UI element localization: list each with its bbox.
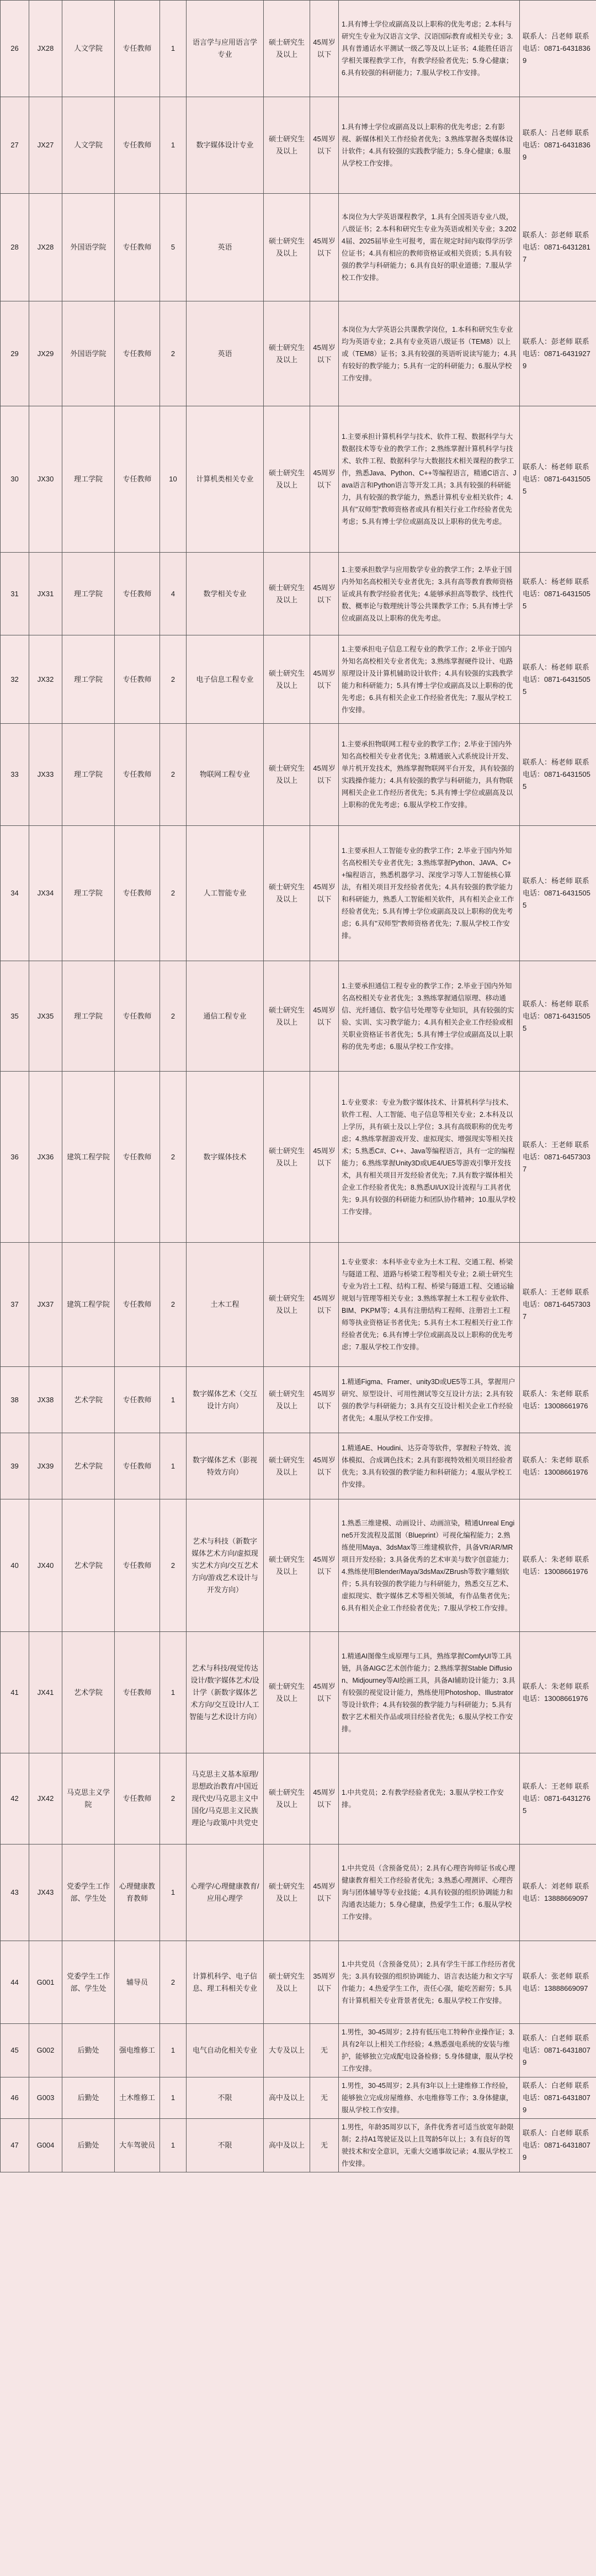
cell-category: 专任教师 — [115, 1499, 160, 1632]
cell-contact: 联系人：朱老师 联系电话：13008661976 — [520, 1632, 596, 1753]
cell-code: JX37 — [29, 1243, 62, 1367]
cell-age: 45周岁以下 — [310, 1243, 339, 1367]
cell-age: 45周岁以下 — [310, 406, 339, 553]
cell-dept: 后勤处 — [62, 2119, 115, 2172]
table-row — [1, 2119, 596, 2172]
cell-education: 硕士研究生及以上 — [264, 826, 310, 961]
table-row — [1, 2024, 596, 2077]
cell-no: 43 — [1, 1844, 29, 1941]
cell-major: 不限 — [187, 2077, 264, 2119]
cell-category: 专任教师 — [115, 1072, 160, 1243]
table-body — [1, 1, 596, 2172]
cell-code: JX31 — [29, 553, 62, 635]
cell-requirements: 1.精通Figma、Framer、unity3D或UE5等工具，掌握用户研究、原型设计、可用性测试等交互设计方法；2.具有较强的教学与科研能力；3.具有交互设计相关企业工作经验者优先；4.服从学校工作安排。 — [339, 1367, 520, 1433]
cell-category: 大车驾驶员 — [115, 2119, 160, 2172]
cell-category: 专任教师 — [115, 1753, 160, 1844]
cell-count: 1 — [160, 1367, 187, 1433]
cell-contact: 联系人：朱老师 联系电话：13008661976 — [520, 1499, 596, 1632]
cell-age: 无 — [310, 2077, 339, 2119]
cell-dept: 建筑工程学院 — [62, 1072, 115, 1243]
cell-age: 45周岁以下 — [310, 1433, 339, 1499]
cell-code: JX42 — [29, 1753, 62, 1844]
table-row — [1, 1072, 596, 1243]
cell-contact: 联系人：王老师 联系电话：0871-64573037 — [520, 1243, 596, 1367]
table-row — [1, 194, 596, 301]
cell-requirements: 1.中共党员（含预备党员）；2.具有学生干部工作经历者优先；3.具有较强的组织协调能力、语言表达能力和文字写作能力；4.热爱学生工作，责任心强，能吃苦耐劳；5.具有计算机相关专业背景者优先；6.服从学校工作安排。 — [339, 1941, 520, 2024]
cell-major: 英语 — [187, 301, 264, 406]
cell-dept: 建筑工程学院 — [62, 1243, 115, 1367]
cell-age: 45周岁以下 — [310, 1499, 339, 1632]
cell-category: 土木维修工 — [115, 2077, 160, 2119]
cell-category: 专任教师 — [115, 1632, 160, 1753]
cell-category: 专任教师 — [115, 826, 160, 961]
cell-code: G003 — [29, 2077, 62, 2119]
cell-age: 45周岁以下 — [310, 1632, 339, 1753]
cell-code: JX38 — [29, 1367, 62, 1433]
cell-dept: 外国语学院 — [62, 301, 115, 406]
cell-requirements: 1.主要承担物联网工程专业的教学工作；2.毕业于国内外知名高校相关专业者优先；3.精通嵌入式系统设计开发、单片机开发技术，熟练掌握物联网平台开发，具有较强的实践操作能力；4.具有较强的教学与科研能力，具有物联网相关企业工作经历者优先；5.具有博士学位或副高及以上职称的优先考虑；6.服从学校工作安排。 — [339, 724, 520, 826]
table-row — [1, 1844, 596, 1941]
cell-code: JX39 — [29, 1433, 62, 1499]
cell-contact: 联系人：朱老师 联系电话：13008661976 — [520, 1433, 596, 1499]
table-row — [1, 1941, 596, 2024]
table-row — [1, 1499, 596, 1632]
cell-count: 2 — [160, 635, 187, 724]
cell-requirements: 1.主要承担计算机科学与技术、软件工程、数据科学与大数据技术等专业的教学工作；2.熟练掌握计算机科学与技术、软件工程、数据科学与大数据技术相关课程的教学工作，熟悉Java、Python、C++等编程语言，精通C语言、Java语言和Python语言等开发工具；3.具有较强的科研能力，具有较强的教学能力，熟悉计算机专业相关软件；4.具有"双师型"教师资格者或具有相关行业工作经验者优先考虑；5.具有博士学位或副高及以上职称的优先考虑。 — [339, 406, 520, 553]
cell-education: 高中及以上 — [264, 2077, 310, 2119]
cell-major: 英语 — [187, 194, 264, 301]
cell-no: 35 — [1, 961, 29, 1072]
cell-category: 专任教师 — [115, 1433, 160, 1499]
cell-age: 45周岁以下 — [310, 826, 339, 961]
cell-contact: 联系人：张老师 联系电话：13888669097 — [520, 1941, 596, 2024]
cell-count: 2 — [160, 301, 187, 406]
cell-code: JX35 — [29, 961, 62, 1072]
cell-count: 2 — [160, 1941, 187, 2024]
cell-major: 物联网工程专业 — [187, 724, 264, 826]
cell-major: 语言学与应用语言学专业 — [187, 1, 264, 97]
cell-education: 硕士研究生及以上 — [264, 194, 310, 301]
cell-requirements: 1.中共党员（含预备党员）；2.具有心理咨询师证书或心理健康教育相关工作经验者优先；3.熟悉心理测评、心理咨询与团体辅导等专业技能；4.具有较强的组织协调能力和沟通表达能力；5.身心健康，热爱学生工作；6.服从学校工作安排。 — [339, 1844, 520, 1941]
cell-requirements: 1.精通AE、Houdini、达芬奇等软件，掌握粒子特效、流体模拟、合成调色技术；2.具有影视特效相关项目经验者优先；3.具有较强的教学能力和科研能力；4.服从学校工作安排。 — [339, 1433, 520, 1499]
cell-no: 29 — [1, 301, 29, 406]
cell-no: 39 — [1, 1433, 29, 1499]
cell-requirements: 1.专业要求：本科毕业专业为土木工程、交通工程、桥梁与隧道工程、道路与桥梁工程等相关专业；2.硕士研究生专业为岩土工程、结构工程、桥梁与隧道工程、交通运输规划与管理等相关专业；3.熟练掌握土木工程专业软件、BIM、PKPM等；4.具有注册结构工程师、注册岩土工程师等执业资格证书者优先；5.具有土木工程相关行业工作经验者优先；6.具有博士学位或副高及以上职称的优先考虑；7.服从学校工作安排。 — [339, 1243, 520, 1367]
cell-count: 10 — [160, 406, 187, 553]
cell-no: 45 — [1, 2024, 29, 2077]
cell-contact: 联系人：杨老师 联系电话：0871-64315055 — [520, 826, 596, 961]
cell-count: 2 — [160, 1499, 187, 1632]
cell-dept: 后勤处 — [62, 2024, 115, 2077]
cell-dept: 外国语学院 — [62, 194, 115, 301]
table-row — [1, 724, 596, 826]
table-row — [1, 406, 596, 553]
cell-contact: 联系人：白老师 联系电话：0871-64318079 — [520, 2077, 596, 2119]
cell-count: 4 — [160, 553, 187, 635]
cell-education: 大专及以上 — [264, 2024, 310, 2077]
cell-code: JX30 — [29, 406, 62, 553]
cell-age: 45周岁以下 — [310, 635, 339, 724]
cell-major: 数字媒体设计专业 — [187, 97, 264, 194]
cell-no: 46 — [1, 2077, 29, 2119]
cell-requirements: 1.男性，年龄35周岁以下，条件优秀者可适当放宽年龄限制；2.持A1驾驶证及以上且驾龄5年以上；3.有良好的驾驶技术和安全意识，无重大交通事故记录；4.服从学校工作安排。 — [339, 2119, 520, 2172]
cell-no: 27 — [1, 97, 29, 194]
cell-category: 专任教师 — [115, 194, 160, 301]
cell-education: 硕士研究生及以上 — [264, 1367, 310, 1433]
cell-code: G004 — [29, 2119, 62, 2172]
cell-count: 1 — [160, 2077, 187, 2119]
cell-no: 26 — [1, 1, 29, 97]
cell-no: 40 — [1, 1499, 29, 1632]
cell-dept: 理工学院 — [62, 553, 115, 635]
cell-age: 45周岁以下 — [310, 1844, 339, 1941]
cell-category: 专任教师 — [115, 1243, 160, 1367]
cell-age: 无 — [310, 2119, 339, 2172]
cell-education: 硕士研究生及以上 — [264, 1844, 310, 1941]
cell-age: 35周岁以下 — [310, 1941, 339, 2024]
cell-dept: 人文学院 — [62, 97, 115, 194]
cell-code: JX43 — [29, 1844, 62, 1941]
cell-no: 28 — [1, 194, 29, 301]
cell-age: 45周岁以下 — [310, 1753, 339, 1844]
cell-code: JX33 — [29, 724, 62, 826]
cell-count: 5 — [160, 194, 187, 301]
cell-requirements: 本岗位为大学英语公共课教学岗位，1.本科和研究生专业均为英语专业；2.具有专业英语八级证书（TEM8）以上或（TEM8）证书；3.具有较强的英语听说读写能力；4.具有较好的教学能力；5.具有一定的科研能力；6.服从学校工作安排。 — [339, 301, 520, 406]
cell-major: 土木工程 — [187, 1243, 264, 1367]
table-row — [1, 301, 596, 406]
cell-category: 专任教师 — [115, 553, 160, 635]
cell-dept: 党委学生工作部、学生处 — [62, 1844, 115, 1941]
cell-requirements: 1.精通AI图像生成原理与工具，熟练掌握ComfyUI等工具链，具备AIGC艺术创作能力；2.熟练掌握Stable Diffusion、Midjourney等AI绘画工具，具备AI辅助设计能力；3.具有较强的视觉设计能力，熟练使用Photoshop、Illustrator等设计软件；4.具有较强的教学能力与科研能力；5.具有数字艺术相关作品或项目经验者优先；6.服从学校工作安排。 — [339, 1632, 520, 1753]
cell-education: 硕士研究生及以上 — [264, 553, 310, 635]
cell-contact: 联系人：朱老师 联系电话：13008661976 — [520, 1367, 596, 1433]
cell-requirements: 1.专业要求：专业为数字媒体技术、计算机科学与技术、软件工程、人工智能、电子信息等相关专业；2.本科及以上学历，具有硕士及以上学位；3.具有高级职称的优先考虑；4.熟练掌握游戏开发、虚拟现实、增强现实等相关技术；5.熟悉C#、C++、Java等编程语言，具有一定的编程能力；6.熟练掌握Unity3D或UE4/UE5等游戏引擎开发技术，具有相关项目开发经验者优先；7.具有数字媒体相关企业工作经验者优先；8.熟悉UI/UX设计流程与工具者优先；9.具有较强的科研能力和团队协作精神；10.服从学校工作安排。 — [339, 1072, 520, 1243]
cell-contact: 联系人：刘老师 联系电话：13888669097 — [520, 1844, 596, 1941]
cell-age: 45周岁以下 — [310, 1367, 339, 1433]
cell-contact: 联系人：杨老师 联系电话：0871-64315055 — [520, 406, 596, 553]
table-row — [1, 1367, 596, 1433]
cell-contact: 联系人：杨老师 联系电话：0871-64315055 — [520, 553, 596, 635]
cell-dept: 理工学院 — [62, 961, 115, 1072]
cell-contact: 联系人：白老师 联系电话：0871-64318079 — [520, 2024, 596, 2077]
cell-requirements: 1.主要承担数学与应用数学专业的教学工作；2.毕业于国内外知名高校相关专业者优先；3.具有高等教育教师资格证或具有教学经验者优先；4.能够承担高等数学、线性代数、概率论与数理统计等公共课教学工作；5.具有博士学位或副高及以上职称的优先考虑。 — [339, 553, 520, 635]
cell-dept: 艺术学院 — [62, 1433, 115, 1499]
cell-age: 45周岁以下 — [310, 97, 339, 194]
cell-no: 47 — [1, 2119, 29, 2172]
table-row — [1, 97, 596, 194]
cell-major: 马克思主义基本原理/思想政治教育/中国近现代史/马克思主义中国化/马克思主义民族理论与政策/中共党史 — [187, 1753, 264, 1844]
cell-dept: 理工学院 — [62, 635, 115, 724]
cell-code: G002 — [29, 2024, 62, 2077]
table-row — [1, 1243, 596, 1367]
cell-code: JX36 — [29, 1072, 62, 1243]
cell-count: 1 — [160, 2119, 187, 2172]
cell-major: 艺术与科技/视觉传达设计/数字媒体艺术/设计学（新数字媒体艺术方向/交互设计/人工智能与艺术设计方向） — [187, 1632, 264, 1753]
cell-age: 45周岁以下 — [310, 553, 339, 635]
cell-no: 30 — [1, 406, 29, 553]
cell-count: 2 — [160, 1753, 187, 1844]
cell-count: 2 — [160, 1072, 187, 1243]
table-row — [1, 1433, 596, 1499]
cell-education: 高中及以上 — [264, 2119, 310, 2172]
cell-major: 艺术与科技（新数字媒体艺术方向/虚拟现实艺术方向/交互艺术方向/游戏艺术设计与开发方向） — [187, 1499, 264, 1632]
table-row — [1, 1632, 596, 1753]
cell-contact: 联系人：王老师 联系电话：0871-64573037 — [520, 1072, 596, 1243]
cell-dept: 理工学院 — [62, 826, 115, 961]
cell-contact: 联系人：吕老师 联系电话：0871-64318369 — [520, 1, 596, 97]
cell-major: 数学相关专业 — [187, 553, 264, 635]
cell-major: 人工智能专业 — [187, 826, 264, 961]
cell-code: JX28 — [29, 1, 62, 97]
cell-no: 33 — [1, 724, 29, 826]
cell-requirements: 1.具有博士学位或副高及以上职称的优先考虑；2.有影视、新媒体相关工作经验者优先；3.熟练掌握各类媒体设计软件；4.具有较强的实践教学能力；5.身心健康；6.服从学校工作安排。 — [339, 97, 520, 194]
cell-no: 37 — [1, 1243, 29, 1367]
cell-requirements: 1.男性，30-45周岁；2.具有3年以上土建维修工作经验，能够独立完成房屋维修、水电维修等工作；3.身体健康，服从学校工作安排。 — [339, 2077, 520, 2119]
cell-code: JX32 — [29, 635, 62, 724]
cell-dept: 艺术学院 — [62, 1632, 115, 1753]
cell-count: 1 — [160, 1, 187, 97]
cell-no: 44 — [1, 1941, 29, 2024]
cell-no: 41 — [1, 1632, 29, 1753]
cell-category: 专任教师 — [115, 635, 160, 724]
cell-count: 1 — [160, 1433, 187, 1499]
cell-education: 硕士研究生及以上 — [264, 406, 310, 553]
cell-age: 45周岁以下 — [310, 1072, 339, 1243]
cell-age: 45周岁以下 — [310, 724, 339, 826]
cell-contact: 联系人：杨老师 联系电话：0871-64315055 — [520, 961, 596, 1072]
cell-age: 45周岁以下 — [310, 194, 339, 301]
cell-contact: 联系人：彭老师 联系电话：0871-64312817 — [520, 194, 596, 301]
cell-major: 计算机科学、电子信息、理工科相关专业 — [187, 1941, 264, 2024]
cell-contact: 联系人：杨老师 联系电话：0871-64315055 — [520, 635, 596, 724]
cell-count: 1 — [160, 1844, 187, 1941]
cell-count: 2 — [160, 826, 187, 961]
cell-contact: 联系人：白老师 联系电话：0871-64318079 — [520, 2119, 596, 2172]
cell-code: JX29 — [29, 301, 62, 406]
cell-major: 通信工程专业 — [187, 961, 264, 1072]
table-row — [1, 961, 596, 1072]
table-row — [1, 553, 596, 635]
cell-education: 硕士研究生及以上 — [264, 1243, 310, 1367]
cell-major: 电子信息工程专业 — [187, 635, 264, 724]
cell-category: 辅导员 — [115, 1941, 160, 2024]
cell-education: 硕士研究生及以上 — [264, 97, 310, 194]
cell-dept: 后勤处 — [62, 2077, 115, 2119]
cell-requirements: 1.男性，30-45周岁；2.持有低压电工特种作业操作证；3.具有2年以上相关工作经验；4.熟悉强电系统的安装与维护，能够独立完成配电设备检修；5.身体健康，服从学校工作安排。 — [339, 2024, 520, 2077]
cell-code: JX28 — [29, 194, 62, 301]
cell-contact: 联系人：杨老师 联系电话：0871-64315055 — [520, 724, 596, 826]
cell-count: 2 — [160, 724, 187, 826]
cell-code: JX34 — [29, 826, 62, 961]
cell-code: JX41 — [29, 1632, 62, 1753]
cell-category: 专任教师 — [115, 961, 160, 1072]
cell-age: 45周岁以下 — [310, 1, 339, 97]
cell-no: 32 — [1, 635, 29, 724]
cell-dept: 理工学院 — [62, 724, 115, 826]
cell-no: 31 — [1, 553, 29, 635]
cell-category: 专任教师 — [115, 301, 160, 406]
cell-no: 34 — [1, 826, 29, 961]
cell-contact: 联系人：王老师 联系电话：0871-64312765 — [520, 1753, 596, 1844]
cell-contact: 联系人：吕老师 联系电话：0871-64318369 — [520, 97, 596, 194]
table-row — [1, 2077, 596, 2119]
cell-dept: 马克思主义学院 — [62, 1753, 115, 1844]
cell-requirements: 1.中共党员；2.有教学经验者优先；3.服从学校工作安排。 — [339, 1753, 520, 1844]
table-row — [1, 635, 596, 724]
cell-category: 专任教师 — [115, 406, 160, 553]
cell-category: 专任教师 — [115, 1, 160, 97]
cell-education: 硕士研究生及以上 — [264, 1632, 310, 1753]
cell-dept: 理工学院 — [62, 406, 115, 553]
cell-category: 心理健康教育教师 — [115, 1844, 160, 1941]
cell-education: 硕士研究生及以上 — [264, 724, 310, 826]
cell-category: 强电维修工 — [115, 2024, 160, 2077]
cell-code: JX40 — [29, 1499, 62, 1632]
cell-major: 不限 — [187, 2119, 264, 2172]
table-row — [1, 1753, 596, 1844]
cell-category: 专任教师 — [115, 724, 160, 826]
cell-education: 硕士研究生及以上 — [264, 1499, 310, 1632]
cell-education: 硕士研究生及以上 — [264, 1433, 310, 1499]
cell-no: 38 — [1, 1367, 29, 1433]
cell-education: 硕士研究生及以上 — [264, 1753, 310, 1844]
cell-category: 专任教师 — [115, 97, 160, 194]
cell-education: 硕士研究生及以上 — [264, 961, 310, 1072]
cell-code: JX27 — [29, 97, 62, 194]
cell-requirements: 1.熟悉三维建模、动画设计、动画渲染，精通Unreal Engine5开发流程及蓝图（Blueprint）可视化编程能力；2.熟练使用Maya、3dsMax等三维建模软件，具备VR/AR/MR项目开发经验；3.具备优秀的艺术审美与数字创意能力；4.熟练使用Blender/Maya/3dsMax/ZBrush等数字雕刻软件；5.具有较强的教学能力与科研能力，熟悉交互艺术、虚拟现实、数字媒体艺术等相关领域，有作品集者优先；6.具有相关企业工作经验者优先；7.服从学校工作安排。 — [339, 1499, 520, 1632]
cell-no: 42 — [1, 1753, 29, 1844]
table-row — [1, 826, 596, 961]
cell-count: 1 — [160, 2024, 187, 2077]
cell-major: 计算机类相关专业 — [187, 406, 264, 553]
cell-age: 45周岁以下 — [310, 301, 339, 406]
cell-dept: 艺术学院 — [62, 1499, 115, 1632]
cell-age: 无 — [310, 2024, 339, 2077]
cell-no: 36 — [1, 1072, 29, 1243]
cell-education: 硕士研究生及以上 — [264, 1072, 310, 1243]
cell-major: 数字媒体艺术（影视特效方向） — [187, 1433, 264, 1499]
cell-requirements: 1.主要承担人工智能专业的教学工作；2.毕业于国内外知名高校相关专业者优先；3.熟练掌握Python、JAVA、C++编程语言，熟悉机器学习、深度学习等人工智能核心算法，有相关项目开发经验者优先；4.具有较强的教学能力和科研能力，熟悉人工智能相关软件，具有相关企业工作经验者优先；5.具有博士学位或副高及以上职称的优先考虑；6.具有"双师型"教师资格者优先；7.服从学校工作安排。 — [339, 826, 520, 961]
cell-education: 硕士研究生及以上 — [264, 635, 310, 724]
cell-code: G001 — [29, 1941, 62, 2024]
cell-age: 45周岁以下 — [310, 961, 339, 1072]
table-row — [1, 1, 596, 97]
cell-major: 心理学/心理健康教育/应用心理学 — [187, 1844, 264, 1941]
cell-education: 硕士研究生及以上 — [264, 1, 310, 97]
cell-category: 专任教师 — [115, 1367, 160, 1433]
cell-major: 电气自动化相关专业 — [187, 2024, 264, 2077]
cell-count: 1 — [160, 1632, 187, 1753]
cell-requirements: 本岗位为大学英语课程教学，1.具有全国英语专业八级，八级证书；2.本科和研究生专业为英语或相关专业；3.2024届、2025届毕业生可报考，需在规定时间内取得学历学位证书；4.具有相应的教师资格证或相关资质；5.具有较强的教学与科研能力；6.具有良好的职业道德；7.服从学校工作安排。 — [339, 194, 520, 301]
cell-requirements: 1.主要承担电子信息工程专业的教学工作；2.毕业于国内外知名高校相关专业者优先；3.熟练掌握硬件设计、电路原理设计及计算机辅助设计软件；4.具有较强的实践教学能力和科研能力；5.具有博士学位或副高及以上职称的优先考虑；6.具有相关企业工作经验者优先；7.服从学校工作安排。 — [339, 635, 520, 724]
cell-requirements: 1.具有博士学位或副高及以上职称的优先考虑；2.本科与研究生专业为汉语言文学、汉语国际教育或相关专业；3.具有普通话水平测试一级乙等及以上证书；4.能胜任语言学相关课程教学工作，有教学经验者优先；5.身心健康；6.具有较强的科研能力；7.服从学校工作安排。 — [339, 1, 520, 97]
cell-count: 2 — [160, 1243, 187, 1367]
cell-count: 1 — [160, 97, 187, 194]
cell-major: 数字媒体艺术（交互设计方向） — [187, 1367, 264, 1433]
cell-dept: 党委学生工作部、学生处 — [62, 1941, 115, 2024]
cell-major: 数字媒体技术 — [187, 1072, 264, 1243]
cell-dept: 人文学院 — [62, 1, 115, 97]
cell-requirements: 1.主要承担通信工程专业的教学工作；2.毕业于国内外知名高校相关专业者优先；3.熟练掌握通信原理、移动通信、光纤通信、数字信号处理等专业知识，具有较强的实验、实训、实习教学能力；4.具有相关企业工作经验或相关职业资格证书者优先；5.具有博士学位或副高及以上职称的优先考虑；6.服从学校工作安排。 — [339, 961, 520, 1072]
cell-dept: 艺术学院 — [62, 1367, 115, 1433]
cell-count: 2 — [160, 961, 187, 1072]
cell-contact: 联系人：彭老师 联系电话：0871-64319279 — [520, 301, 596, 406]
cell-education: 硕士研究生及以上 — [264, 301, 310, 406]
cell-education: 硕士研究生及以上 — [264, 1941, 310, 2024]
